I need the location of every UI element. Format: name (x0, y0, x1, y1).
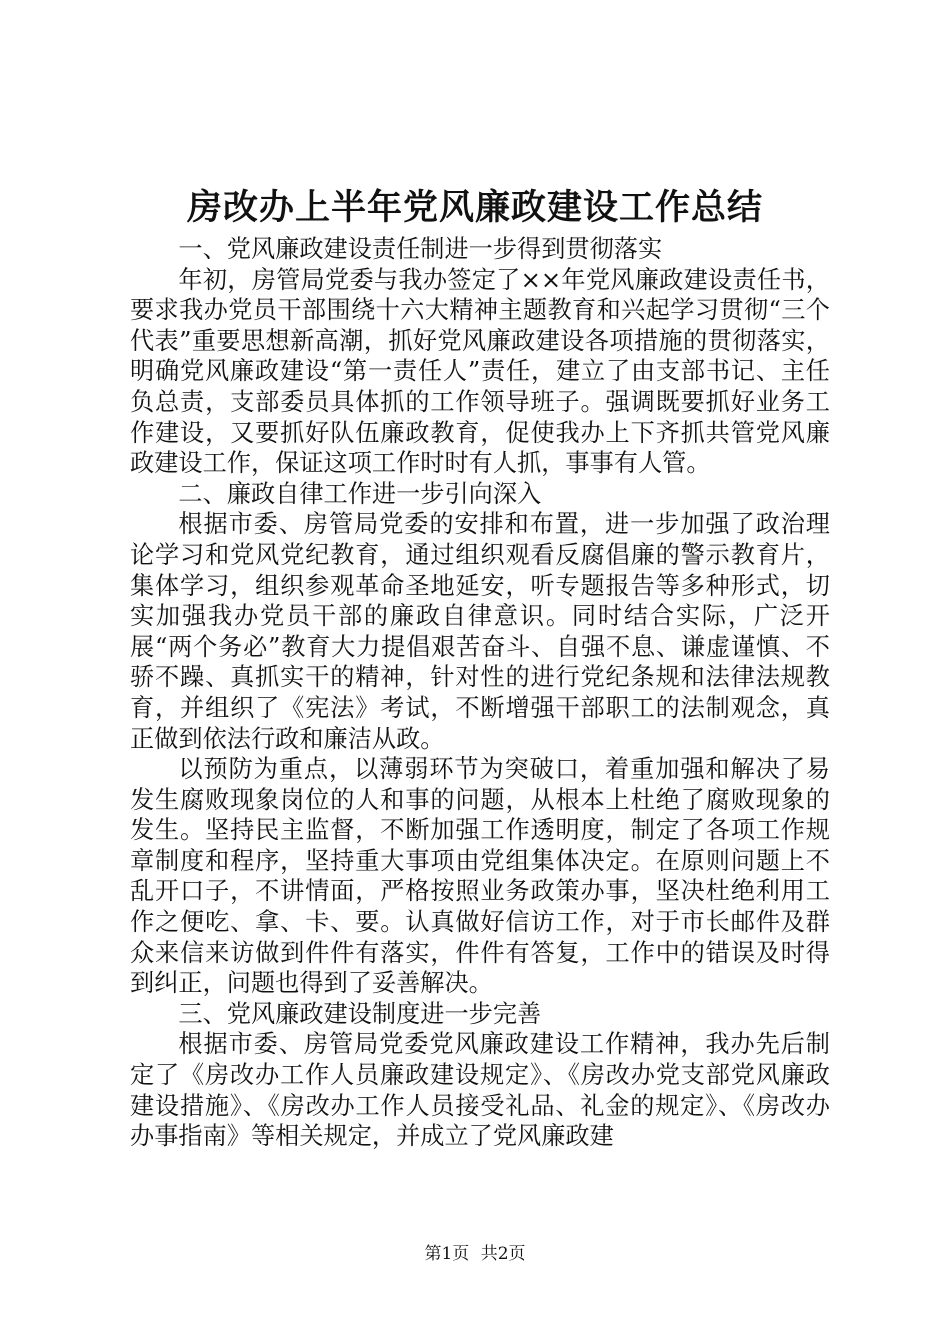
document-body (130, 234, 830, 1152)
section-heading-1: 一、党风廉政建设责任制进一步得到贯彻落实 (178, 235, 663, 263)
page-footer (0, 1243, 950, 1265)
document-title: 房改办上半年党风廉政建设工作总结 (186, 187, 763, 228)
page-number: 第1页 (424, 1244, 470, 1264)
paragraph-3: 以预防为重点，以薄弱环节为突破口，着重加强和解决了易发生腐败现象岗位的人和事的问题，从根本上杜绝了腐败现象的发生。坚持民主监督，不断加强工作透明度，制定了各项工作规章制度和程序，坚持重大事项由党组集体决定。在原则问题上不乱开口子，不讲情面，严格按照业务政策办事，坚决杜绝利用工作之便吃、拿、卡、要。认真做好信访工作，对于市长邮件及群众来信来访做到件件有落实，件件有答复，工作中的错误及时得到纠正，问题也得到了妥善解决。 (130, 755, 830, 998)
paragraph-4: 根据市委、房管局党委党风廉政建设工作精神，我办先后制定了《房改办工作人员廉政建设规定》、《房改办党支部党风廉政建设措施》、《房改办工作人员接受礼品、礼金的规定》、《房改办办事指南》等相关规定，并成立了党风廉政建 (130, 1030, 830, 1151)
page-total: 共2页 (480, 1244, 526, 1264)
paragraph-2: 根据市委、房管局党委的安排和布置，进一步加强了政治理论学习和党风党纪教育，通过组织观看反腐倡廉的警示教育片，集体学习，组织参观革命圣地延安，听专题报告等多种形式，切实加强我办党员干部的廉政自律意识。同时结合实际，广泛开展“两个务必”教育大力提倡艰苦奋斗、自强不息、谦虚谨慎、不骄不躁、真抓实干的精神，针对性的进行党纪条规和法律法规教育，并组织了《宪法》考试，不断增强干部职工的法制观念，真正做到依法行政和廉洁从政。 (130, 510, 830, 753)
paragraph-1: 年初，房管局党委与我办签定了××年党风廉政建设责任书，要求我办党员干部围绕十六大精神主题教育和兴起学习贯彻“三个代表”重要思想新高潮，抓好党风廉政建设各项措施的贯彻落实，明确党风廉政建设“第一责任人”责任，建立了由支部书记、主任负总责，支部委员具体抓的工作领导班子。强调既要抓好业务工作建设，又要抓好队伍廉政教育，促使我办上下齐抓共管党风廉政建设工作，保证这项工作时时有人抓，事事有人管。 (130, 265, 830, 478)
section-heading-2: 二、廉政自律工作进一步引向深入 (178, 479, 542, 508)
section-heading-3: 三、党风廉政建设制度进一步完善 (178, 999, 542, 1028)
